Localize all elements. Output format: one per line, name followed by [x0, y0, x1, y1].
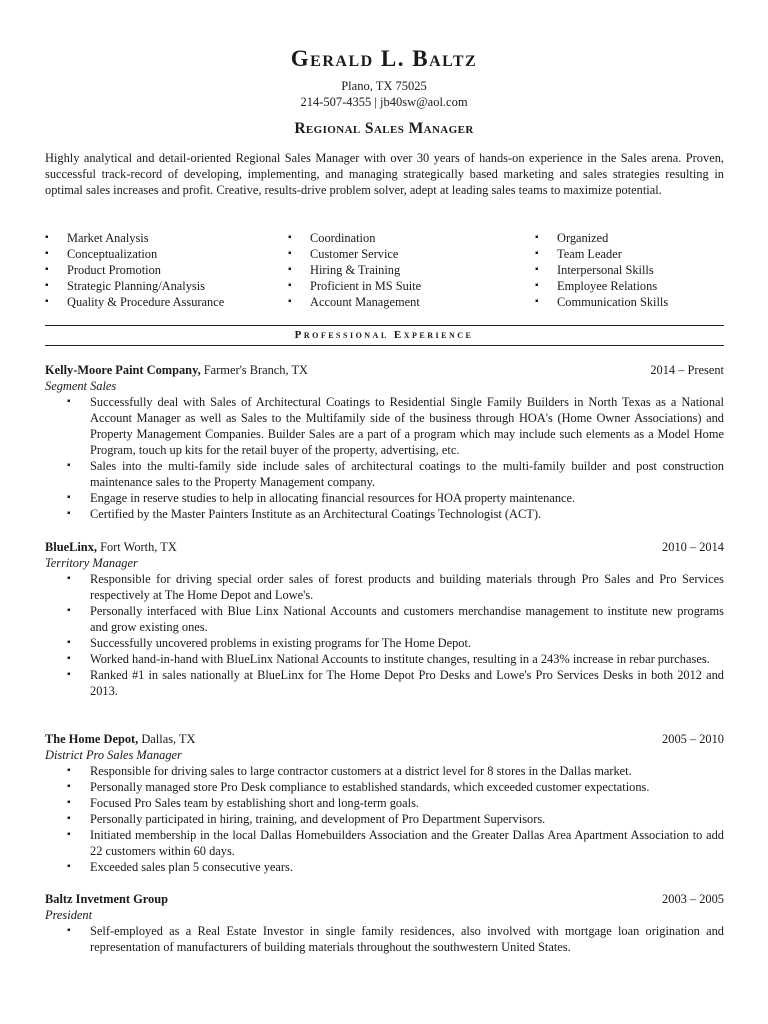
job-bullet: ▪ Ranked #1 in sales nationally at BlueLinx for The Home Depot Pro Desks and Lowe's Pro Services Desks in both 2012 and 2013.: [45, 667, 724, 699]
job-header: [45, 362, 724, 378]
job-bullets: [45, 763, 724, 875]
job-bullet: ▪ Responsible for driving sales to large contractor customers at a district level for 8 stores in the Dallas market.: [45, 763, 724, 779]
job-company: BlueLinx,: [45, 540, 97, 554]
job-bullet: ▪ Successfully deal with Sales of Architectural Coatings to Residential Single Family Builders in North Texas as a National Account Manager as well as Sales to the Multifamily side of the business through HOA's (Home Owner Associations) and Property Management Companies. Builder Sales are a part of a program which may include such elements as a Model Home Program, touch up kits for the retail buyer of the property, advertising, etc.: [45, 394, 724, 458]
skill-item: ▪ Market Analysis: [45, 230, 224, 246]
job-bullet: ▪ Focused Pro Sales team by establishing short and long-term goals.: [45, 795, 724, 811]
job-title: President: [45, 908, 93, 922]
job-header: [45, 731, 724, 747]
job-bullet: ▪ Personally interfaced with Blue Linx National Accounts and customers merchandise management to institute new programs and grow existing ones.: [45, 603, 724, 635]
job-bullet: ▪ Engage in reserve studies to help in allocating financial resources for HOA property maintenance.: [45, 490, 724, 506]
job-bullet: ▪ Sales into the multi-family side include sales of architectural coatings to the multi-family builder and post construction maintenance sales to the Property Management company.: [45, 458, 724, 490]
job-dates: 2005 – 2010: [662, 732, 724, 746]
job-bullet: ▪ Personally participated in hiring, training, and development of Pro Department Supervisors.: [45, 811, 724, 827]
skill-item: ▪ Quality & Procedure Assurance: [45, 294, 224, 310]
job-bullet: ▪ Personally managed store Pro Desk compliance to established standards, which exceeded customer expectations.: [45, 779, 724, 795]
job-dates: 2010 – 2014: [662, 540, 724, 554]
skills-column-3: [535, 230, 668, 310]
job-bullet: ▪ Successfully uncovered problems in existing programs for The Home Depot.: [45, 635, 724, 651]
skill-item: ▪ Organized: [535, 230, 668, 246]
skill-item: ▪ Account Management: [288, 294, 421, 310]
job-entry: [45, 539, 724, 699]
job-bullet: ▪ Self-employed as a Real Estate Investor in single family residences, also involved with mortgage loan origination and representation of manufacturers of building materials throughout the southwestern United States.: [45, 923, 724, 955]
job-bullets: [45, 571, 724, 699]
job-location: Farmer's Branch, TX: [200, 363, 308, 377]
job-header: [45, 891, 724, 907]
job-bullet: ▪ Responsible for driving special order sales of forest products and building materials through Pro Sales and Pro Services respectively at The Home Depot and Lowe's.: [45, 571, 724, 603]
job-bullet: ▪ Initiated membership in the local Dallas Homebuilders Association and the Greater Dallas Area Apartment Association to add 22 customers within 60 days.: [45, 827, 724, 859]
job-bullets: [45, 923, 724, 955]
skill-item: ▪ Hiring & Training: [288, 262, 421, 278]
skill-item: ▪ Customer Service: [288, 246, 421, 262]
skill-item: ▪ Team Leader: [535, 246, 668, 262]
skill-item: ▪ Proficient in MS Suite: [288, 278, 421, 294]
target-role-title: Regional Sales Manager: [294, 120, 474, 137]
job-bullet: ▪ Exceeded sales plan 5 consecutive years.: [45, 859, 724, 875]
experience-section-heading: Professional Experience: [294, 329, 474, 341]
skill-item: ▪ Employee Relations: [535, 278, 668, 294]
skill-item: ▪ Communication Skills: [535, 294, 668, 310]
candidate-name: Gerald L. Baltz: [290, 46, 478, 71]
summary-paragraph: Highly analytical and detail-oriented Regional Sales Manager with over 30 years of hands-on experience in the Sales arena. Proven, successful track-record of developing, implementing, and managing strategically based marketing and sales strategies resulting in optimal sales increases and profit. Creative, results-drive problem solver, adept at leading sales teams to maximize potential.: [45, 151, 724, 197]
job-title: Territory Manager: [45, 556, 138, 570]
section-divider-top: [45, 325, 724, 326]
job-entry: [45, 362, 724, 522]
job-entry: [45, 891, 724, 955]
skills-column-1: [45, 230, 224, 310]
job-dates: 2003 – 2005: [662, 892, 724, 906]
location-line: Plano, TX 75025: [341, 79, 427, 93]
job-title: District Pro Sales Manager: [45, 748, 182, 762]
job-bullets: [45, 394, 724, 522]
job-bullet: ▪ Worked hand-in-hand with BlueLinx National Accounts to institute changes, resulting in a 243% increase in rebar purchases.: [45, 651, 724, 667]
skill-item: ▪ Product Promotion: [45, 262, 224, 278]
skill-item: ▪ Coordination: [288, 230, 421, 246]
job-dates: 2014 – Present: [650, 363, 724, 377]
job-bullet: ▪ Certified by the Master Painters Institute as an Architectural Coatings Technologist (ACT).: [45, 506, 724, 522]
job-entry: [45, 731, 724, 875]
section-divider-bottom: [45, 345, 724, 346]
skill-item: ▪ Conceptualization: [45, 246, 224, 262]
skills-column-2: [288, 230, 421, 310]
job-location: Dallas, TX: [138, 732, 196, 746]
job-company: The Home Depot,: [45, 732, 139, 746]
job-title: Segment Sales: [45, 379, 117, 393]
skill-item: ▪ Strategic Planning/Analysis: [45, 278, 224, 294]
job-company: Kelly-Moore Paint Company,: [45, 363, 201, 377]
job-location: Fort Worth, TX: [97, 540, 177, 554]
job-company: Baltz Invetment Group: [45, 892, 168, 906]
contact-line: 214-507-4355 | jb40sw@aol.com: [300, 95, 468, 109]
job-header: [45, 539, 724, 555]
skill-item: ▪ Interpersonal Skills: [535, 262, 668, 278]
